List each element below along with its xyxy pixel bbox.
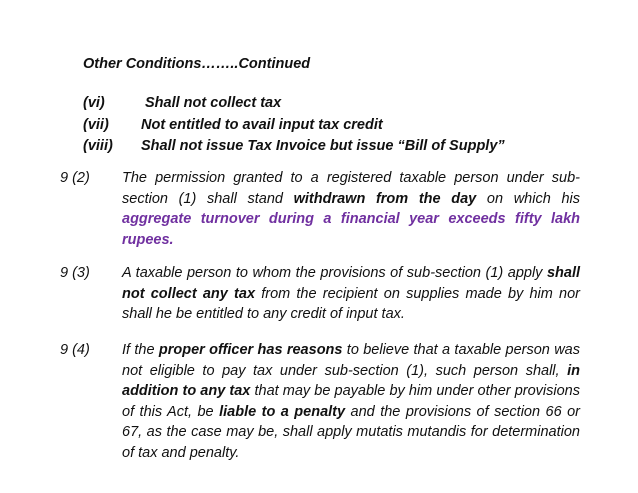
section-9-4 — [60, 340, 580, 463]
section-body — [122, 340, 580, 463]
section-emphasis: in addition to any tax — [122, 362, 580, 399]
condition-text: Shall not issue Tax Invoice but issue “Bill of Supply” — [141, 138, 505, 154]
section-emphasis: shall not collect any tax — [122, 265, 580, 302]
section-text: If the — [122, 342, 159, 358]
section-9-3 — [60, 263, 580, 325]
section-number: 9 (2) — [60, 170, 90, 186]
section-body — [122, 168, 580, 250]
section-number: 9 (3) — [60, 265, 90, 281]
section-text: from the recipient on supplies made by him nor shall he be entitled to any credit of input tax. — [122, 285, 580, 322]
section-text: that may be payable by him under other provisions of this Act, be — [122, 383, 580, 420]
condition-text: Not entitled to avail input tax credit — [141, 117, 383, 133]
section-highlight: aggregate turnover during a financial year exceeds fifty lakh rupees. — [122, 211, 580, 248]
section-number: 9 (4) — [60, 342, 90, 358]
slide-heading: Other Conditions……..Continued — [83, 56, 311, 72]
condition-number: (vi) — [83, 95, 105, 111]
section-text: The permission granted to a registered taxable person under sub-section (1) shall stand — [122, 170, 580, 207]
section-emphasis: liable to a penalty — [219, 403, 346, 420]
section-body — [122, 263, 580, 325]
condition-number: (viii) — [83, 138, 113, 154]
section-emphasis: withdrawn from the day — [293, 190, 477, 207]
condition-number: (vii) — [83, 117, 109, 133]
section-text: A taxable person to whom the provisions of sub-section (1) apply — [122, 265, 547, 281]
condition-text: Shall not collect tax — [145, 95, 282, 111]
section-text: and the provisions of section 66 or 67, as the case may be, shall apply mutatis mutandis for determination of tax and penalty. — [122, 403, 581, 461]
section-text: on which his — [476, 190, 580, 207]
section-emphasis: proper officer has reasons — [158, 342, 343, 358]
section-text: to believe that a taxable person was not eligible to pay tax under sub-section (1), such person shall, — [122, 342, 580, 379]
section-9-2 — [60, 168, 580, 250]
